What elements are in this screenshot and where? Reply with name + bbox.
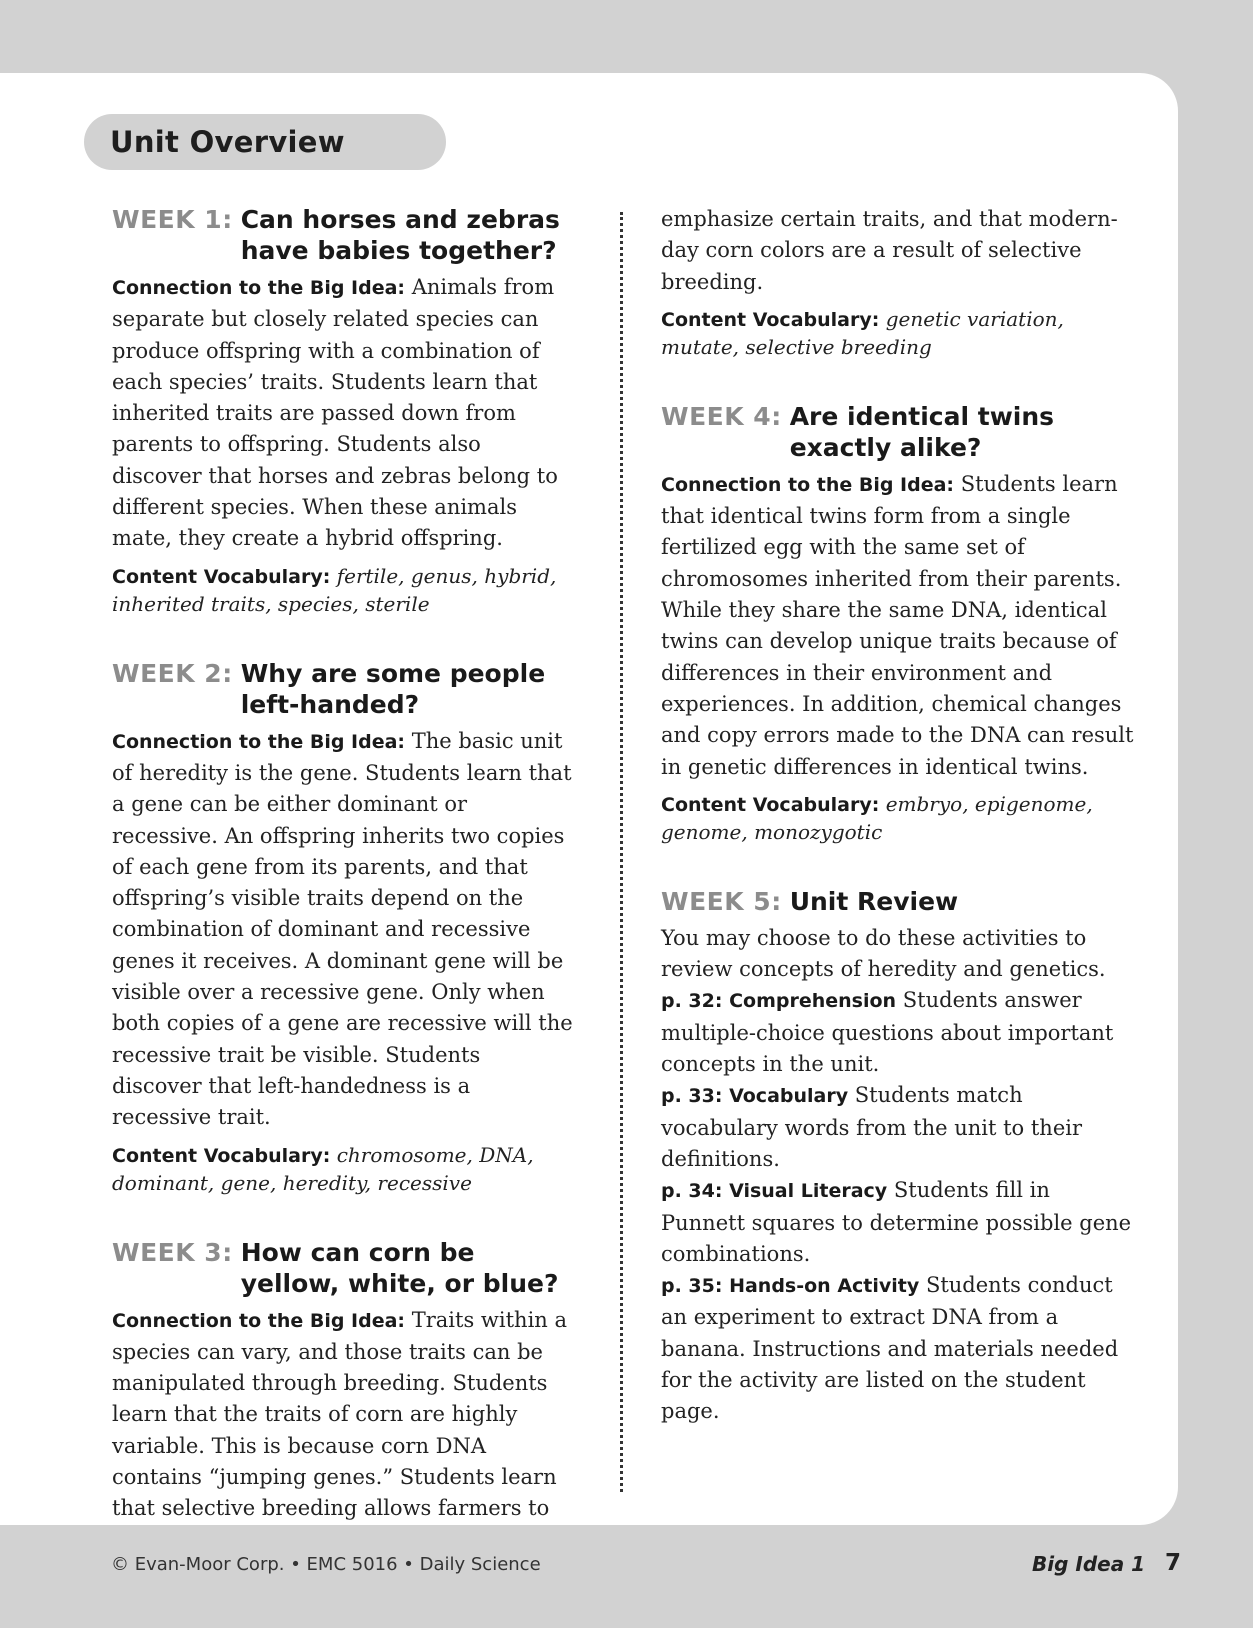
page-title: Unit Overview xyxy=(110,125,345,159)
week-4-heading xyxy=(661,401,1139,463)
week-label: WEEK 5: xyxy=(661,886,782,916)
review-intro: You may choose to do these activities to review concepts of heredity and genetics. xyxy=(661,925,1106,982)
week-2-block xyxy=(112,658,574,1197)
left-column xyxy=(112,204,574,1525)
vocab-label: Content Vocabulary: xyxy=(661,793,880,816)
vocab-label: Content Vocabulary: xyxy=(112,1144,331,1167)
connection-text: The basic unit of heredity is the gene. Students learn that a gene can be either dominant or recessive. An offspring inherits two copies of each gene from its parents, and that offspring’s visible traits depend on the combination of dominant and recessive genes it receives. A dominant gene will be visible over a recessive gene. Only when both copies of a gene are recessive will the recessive trait be visible. Students discover that left-handedness is a recessive trait. xyxy=(112,728,573,1130)
vocab-paragraph xyxy=(661,306,1139,361)
connection-paragraph xyxy=(112,272,574,555)
connection-text-part1: Traits within a species can vary, and those traits can be manipulated through breeding. Students learn that the traits of corn are highly variable. This is because corn DNA contains “jumping genes.” Students learn that selective breeding allows farmers to xyxy=(112,1307,567,1521)
review-item-text: Students fill in Punnett squares to determine possible gene combinations. xyxy=(661,1178,1132,1266)
vocab-label: Content Vocabulary: xyxy=(112,565,331,588)
week-question: Can horses and zebras have babies together? xyxy=(240,205,560,265)
week-question: Why are some people left-handed? xyxy=(240,658,546,719)
connection-text-part2: emphasize certain traits, and that modern-day corn colors are a result of selective breeding. xyxy=(661,207,1118,294)
week-label: WEEK 2: xyxy=(112,658,233,688)
week-5-heading xyxy=(661,886,1139,917)
week-1-heading xyxy=(112,204,574,266)
week-label: WEEK 4: xyxy=(661,401,782,431)
week-3-block xyxy=(112,1237,574,1525)
vocab-terms: embryo, epigenome, genome, monozygotic xyxy=(661,791,1093,844)
review-item xyxy=(661,1270,1139,1427)
review-item-text: Students match vocabulary words from the unit to their definitions. xyxy=(661,1083,1083,1171)
connection-label: Connection to the Big Idea: xyxy=(112,277,406,299)
review-item-text: Students answer multiple-choice questions about important concepts in the unit. xyxy=(661,988,1114,1077)
review-item xyxy=(661,1175,1139,1270)
connection-paragraph xyxy=(661,469,1139,783)
connection-label: Connection to the Big Idea: xyxy=(112,730,406,753)
vocab-label: Content Vocabulary: xyxy=(661,308,880,331)
review-item-lead: p. 32: Comprehension xyxy=(661,990,897,1013)
footer-copyright: © Evan-Moor Corp. • EMC 5016 • Daily Science xyxy=(111,1554,541,1575)
week-2-heading xyxy=(112,658,574,720)
week-question: Are identical twins exactly alike? xyxy=(789,401,1055,462)
connection-label: Connection to the Big Idea: xyxy=(112,1309,406,1332)
vocab-terms: chromosome, DNA, dominant, gene, heredity, recessive xyxy=(112,1142,534,1195)
review-item xyxy=(661,985,1139,1080)
week-question: Unit Review xyxy=(789,886,959,916)
vocab-terms: fertile, genus, hybrid, inherited traits, species, sterile xyxy=(112,563,557,616)
review-item xyxy=(661,1080,1139,1175)
column-divider xyxy=(620,212,623,1492)
section-tab xyxy=(84,114,446,170)
vocab-terms: genetic variation, mutate, selective breeding xyxy=(661,306,1064,359)
review-item-text: Students conduct an experiment to extract DNA from a banana. Instructions and materials needed for the activity are listed on the student page. xyxy=(661,1273,1119,1424)
review-item-lead: p. 35: Hands-on Activity xyxy=(661,1275,920,1298)
connection-paragraph xyxy=(112,726,574,1134)
connection-label: Connection to the Big Idea: xyxy=(661,473,955,496)
review-item-lead: p. 34: Visual Literacy xyxy=(661,1180,888,1203)
connection-text: Students learn that identical twins form from a single fertilized egg with the same set of chromosomes inherited from their parents. While they share the same DNA, identical twins can develop unique traits because of differences in their environment and experiences. In addition, chemical changes and copy errors made to the DNA can result in genetic differences in identical twins. xyxy=(661,471,1134,779)
review-item-lead: p. 33: Vocabulary xyxy=(661,1085,849,1108)
week-1-block xyxy=(112,204,574,618)
page-number: 7 xyxy=(1165,1550,1182,1576)
connection-paragraph xyxy=(112,1305,574,1525)
week-label: WEEK 1: xyxy=(112,205,233,234)
vocab-paragraph xyxy=(112,563,574,618)
week-question: How can corn be yellow, white, or blue? xyxy=(240,1237,559,1298)
connection-text: Animals from separate but closely related species can produce offspring with a combination of each species’ traits. Students learn that inherited traits are passed down from parents to offspring. Students also discover that horses and zebras belong to different species. When these animals mate, they create a hybrid offspring. xyxy=(112,275,558,551)
week-3-heading xyxy=(112,1237,574,1299)
week-4-block xyxy=(661,401,1139,846)
week-3-continued xyxy=(661,204,1139,361)
week-5-block xyxy=(661,886,1139,1428)
vocab-paragraph xyxy=(112,1142,574,1197)
footer-section: Big Idea 1 xyxy=(1032,1552,1146,1576)
right-column xyxy=(661,204,1139,1428)
vocab-paragraph xyxy=(661,791,1139,846)
week-label: WEEK 3: xyxy=(112,1237,233,1267)
